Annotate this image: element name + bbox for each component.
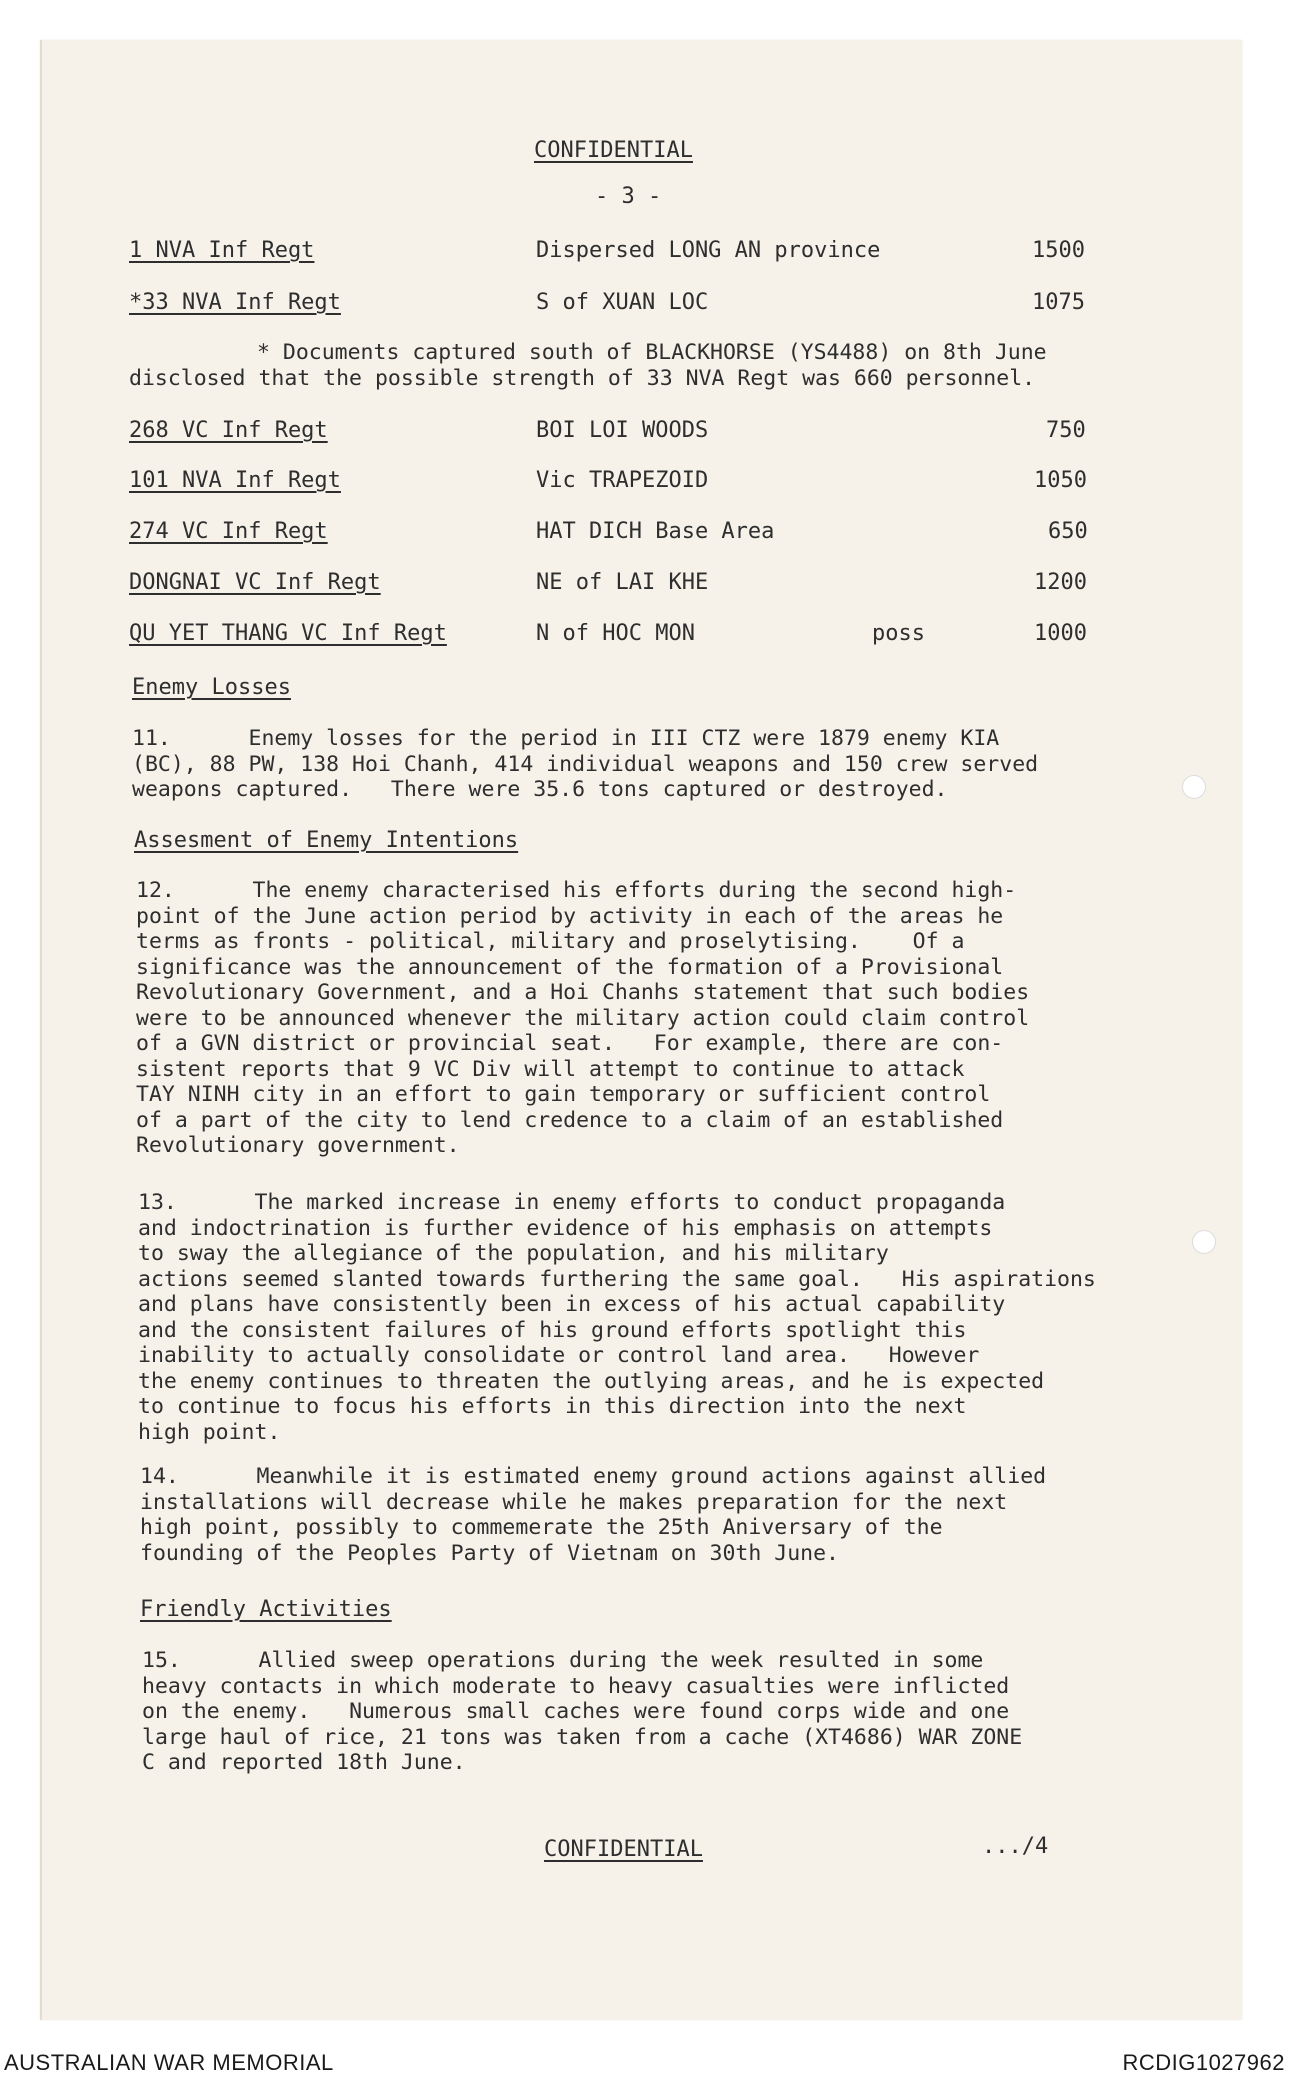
paragraph-line: terms as fronts - political, military and proselytising. Of a (136, 929, 965, 954)
section-heading-friendly: Friendly Activities (140, 1597, 392, 1622)
paragraph-line: 12. The enemy characterised his efforts during the second high- (136, 878, 1017, 903)
unit-location: N of HOC MON (536, 621, 695, 646)
unit-name: DONGNAI VC Inf Regt (129, 570, 381, 595)
unit-name: *33 NVA Inf Regt (129, 290, 341, 315)
unit-strength: 1075 (1032, 290, 1085, 315)
paragraph-line: 13. The marked increase in enemy efforts to conduct propaganda (138, 1190, 1006, 1215)
archive-credit: AUSTRALIAN WAR MEMORIAL (4, 2050, 334, 2075)
unit-name: 274 VC Inf Regt (129, 519, 328, 544)
footnote-line: disclosed that the possible strength of 33 NVA Regt was 660 personnel. (129, 365, 1036, 391)
paragraph-line: C and reported 18th June. (142, 1750, 466, 1775)
unit-strength: 1000 (1034, 621, 1087, 646)
unit-location: NE of LAI KHE (536, 570, 709, 595)
footnote (129, 340, 1047, 391)
archive-id: RCDIG1027962 (1122, 2050, 1285, 2075)
paragraph-line: the enemy continues to threaten the outlying areas, and he is expected (138, 1368, 1045, 1394)
paragraph-line: 14. Meanwhile it is estimated enemy ground actions against allied (140, 1464, 1047, 1489)
unit-strength: 750 (1046, 418, 1086, 443)
header-classification: CONFIDENTIAL (534, 138, 693, 163)
unit-name: 101 NVA Inf Regt (129, 468, 341, 493)
section-heading-enemy-losses: Enemy Losses (132, 675, 291, 700)
paragraph-line: large haul of rice, 21 tons was taken from a cache (XT4686) WAR ZONE (142, 1724, 1023, 1750)
paragraph-line: point of the June action period by activity in each of the areas he (136, 903, 1004, 929)
paragraph-line: Revolutionary Government, and a Hoi Chanhs statement that such bodies (136, 980, 1030, 1005)
paragraph-line: on the enemy. Numerous small caches were found corps wide and one (142, 1699, 1010, 1724)
paragraph-line: to sway the allegiance of the population, and his military (138, 1241, 889, 1266)
paragraph-line: inability to actually consolidate or control land area. However (138, 1343, 980, 1368)
unit-location: Dispersed LONG AN province (536, 238, 881, 263)
paragraph-line: installations will decrease while he makes preparation for the next (140, 1489, 1008, 1515)
unit-location: BOI LOI WOODS (536, 418, 709, 443)
continuation-marker: .../4 (982, 1834, 1049, 1859)
paragraph-line: significance was the announcement of the formation of a Provisional (136, 954, 1004, 980)
unit-name: 268 VC Inf Regt (129, 418, 328, 443)
paragraph-line: high point. (138, 1419, 281, 1445)
unit-location: S of XUAN LOC (536, 290, 709, 315)
paragraph-line: to continue to focus his efforts in this direction into the next (138, 1394, 967, 1419)
document-page (40, 40, 1242, 2020)
unit-note: poss (872, 621, 925, 646)
paragraph-line: sistent reports that 9 VC Div will attempt to continue to attack (136, 1056, 965, 1082)
paragraph-line: 15. Allied sweep operations during the week resulted in some (142, 1648, 984, 1673)
paragraph-line: founding of the Peoples Party of Vietnam on 30th June. (140, 1540, 839, 1566)
paragraph-line: weapons captured. There were 35.6 tons captured or destroyed. (132, 777, 948, 802)
paragraph-14 (140, 1464, 1046, 1566)
punch-hole (1192, 1230, 1216, 1254)
paragraph-line: heavy contacts in which moderate to heavy casualties were inflicted (142, 1673, 1010, 1699)
unit-strength: 650 (1048, 519, 1088, 544)
page-number: - 3 - (595, 184, 662, 209)
unit-strength: 1050 (1034, 468, 1087, 493)
paragraph-12 (136, 878, 1029, 1159)
unit-name: 1 NVA Inf Regt (129, 238, 315, 263)
punch-hole (1182, 775, 1206, 799)
paragraph-line: and plans have consistently been in excess of his actual capability (138, 1292, 1006, 1317)
section-heading-assessment: Assesment of Enemy Intentions (134, 828, 519, 853)
unit-strength: 1500 (1032, 238, 1085, 263)
paragraph-15 (142, 1648, 1022, 1776)
unit-strength: 1200 (1034, 570, 1087, 595)
unit-location: HAT DICH Base Area (536, 519, 775, 544)
paragraph-11 (132, 726, 1038, 803)
paragraph-line: 11. Enemy losses for the period in III CTZ were 1879 enemy KIA (132, 726, 1000, 751)
paragraph-line: Revolutionary government. (136, 1133, 460, 1158)
footer-classification: CONFIDENTIAL (544, 1837, 703, 1862)
paragraph-line: and indoctrination is further evidence of his emphasis on attempts (138, 1215, 993, 1241)
paragraph-line: were to be announced whenever the military action could claim control (136, 1005, 1030, 1031)
paragraph-line: of a GVN district or provincial seat. For example, there are con- (136, 1031, 1004, 1056)
paragraph-line: actions seemed slanted towards furthering the same goal. His aspirations (138, 1266, 1096, 1292)
paragraph-line: high point, possibly to commemerate the 25th Aniversary of the (140, 1515, 943, 1540)
unit-location: Vic TRAPEZOID (536, 468, 709, 493)
footnote-line: * Documents captured south of BLACKHORSE (YS4488) on 8th June (257, 340, 1047, 365)
paragraph-line: of a part of the city to lend credence to a claim of an established (136, 1107, 1004, 1133)
paragraph-13 (138, 1190, 1096, 1445)
paragraph-line: (BC), 88 PW, 138 Hoi Chanh, 414 individual weapons and 150 crew served (132, 751, 1039, 777)
unit-name: QU YET THANG VC Inf Regt (129, 621, 447, 646)
paragraph-line: and the consistent failures of his ground efforts spotlight this (138, 1317, 967, 1343)
paragraph-line: TAY NINH city in an effort to gain temporary or sufficient control (136, 1082, 991, 1107)
